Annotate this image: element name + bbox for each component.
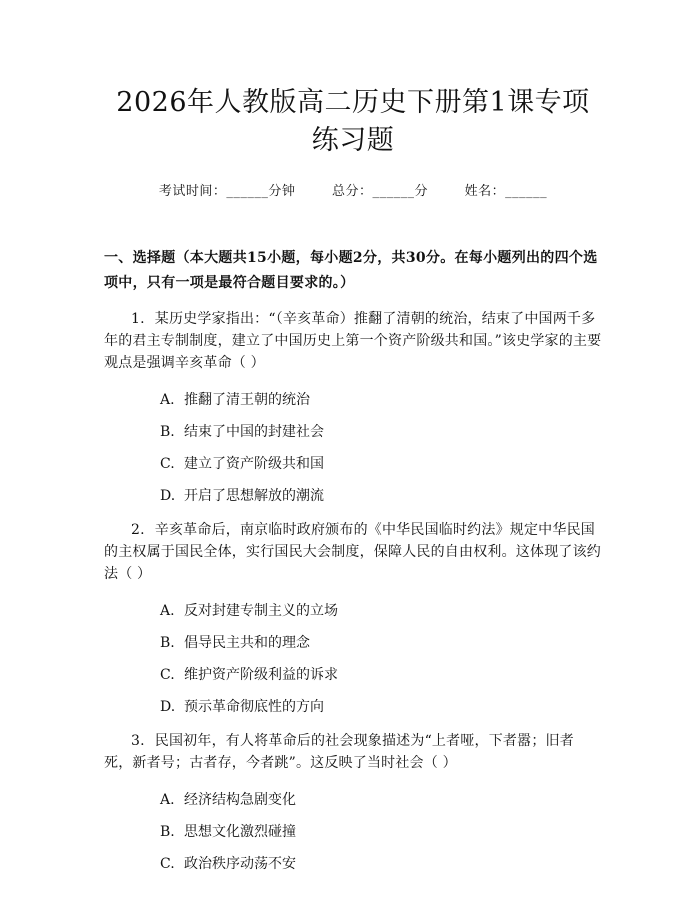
option-b	[104, 821, 602, 843]
option-letter: D.	[160, 488, 176, 504]
option-a	[104, 389, 602, 411]
option-text: 经济结构急剧变化	[184, 792, 296, 808]
question-body: 某历史学家指出：“（辛亥革命）推翻了清朝的统治，结束了中国两千多年的君主专制制度，建立了中国历史上第一个资产阶级共和国。”该史学家的主要观点是强调辛亥革命（ ）	[104, 311, 602, 371]
option-letter: A.	[160, 792, 175, 808]
question-1	[104, 308, 602, 507]
option-text: 开启了思想解放的潮流	[184, 488, 324, 504]
option-text: 维护资产阶级利益的诉求	[184, 667, 338, 683]
question-text	[104, 308, 602, 374]
option-letter: A.	[160, 392, 175, 408]
option-c	[104, 664, 602, 686]
question-number: 1.	[131, 311, 145, 327]
section-heading: 一、选择题（本大题共15小题，每小题2分，共30分。在每小题列出的四个选项中，只有一项是最符合题目要求的。）	[104, 250, 598, 291]
option-letter: A.	[160, 603, 175, 619]
option-list	[104, 789, 602, 875]
question-3	[104, 730, 602, 875]
question-body: 辛亥革命后，南京临时政府颁布的《中华民国临时约法》规定中华民国的主权属于国民全体，实行国民大会制度，保障人民的自由权利。这体现了该约法（ ）	[104, 522, 601, 582]
question-number: 2.	[131, 522, 145, 538]
option-text: 结束了中国的封建社会	[184, 424, 324, 440]
exam-info	[104, 182, 602, 202]
option-d	[104, 696, 602, 718]
option-b	[104, 632, 602, 654]
option-text: 预示革命彻底性的方向	[184, 699, 324, 715]
option-text: 反对封建专制主义的立场	[184, 603, 338, 619]
total-score-label: 总分：______分	[331, 184, 428, 199]
question-text	[104, 519, 602, 585]
option-b	[104, 421, 602, 443]
option-d	[104, 485, 602, 507]
option-letter: B.	[160, 424, 175, 440]
option-letter: B.	[160, 635, 175, 651]
option-text: 建立了资产阶级共和国	[184, 456, 324, 472]
question-number: 3.	[131, 733, 145, 749]
option-letter: C.	[160, 667, 175, 683]
document-title: 2026年人教版高二历史下册第1课专项练习题	[116, 87, 590, 156]
name-label: 姓名：______	[464, 184, 548, 199]
option-text: 倡导民主共和的理念	[184, 635, 310, 651]
option-list	[104, 600, 602, 718]
option-c	[104, 853, 602, 875]
option-letter: B.	[160, 824, 175, 840]
exam-time-label: 考试时间：______分钟	[158, 184, 296, 199]
option-a	[104, 789, 602, 811]
option-letter: C.	[160, 456, 175, 472]
option-text: 政治秩序动荡不安	[184, 856, 296, 872]
option-letter: C.	[160, 856, 175, 872]
option-text: 推翻了清王朝的统治	[184, 392, 310, 408]
option-c	[104, 453, 602, 475]
question-body: 民国初年，有人将革命后的社会现象描述为“上者哑，下者嚣；旧者死，新者号；古者存，今者跳”。这反映了当时社会（ ）	[104, 733, 574, 771]
option-a	[104, 600, 602, 622]
question-2	[104, 519, 602, 718]
option-letter: D.	[160, 699, 176, 715]
option-list	[104, 389, 602, 507]
option-text: 思想文化激烈碰撞	[184, 824, 296, 840]
question-text	[104, 730, 602, 774]
